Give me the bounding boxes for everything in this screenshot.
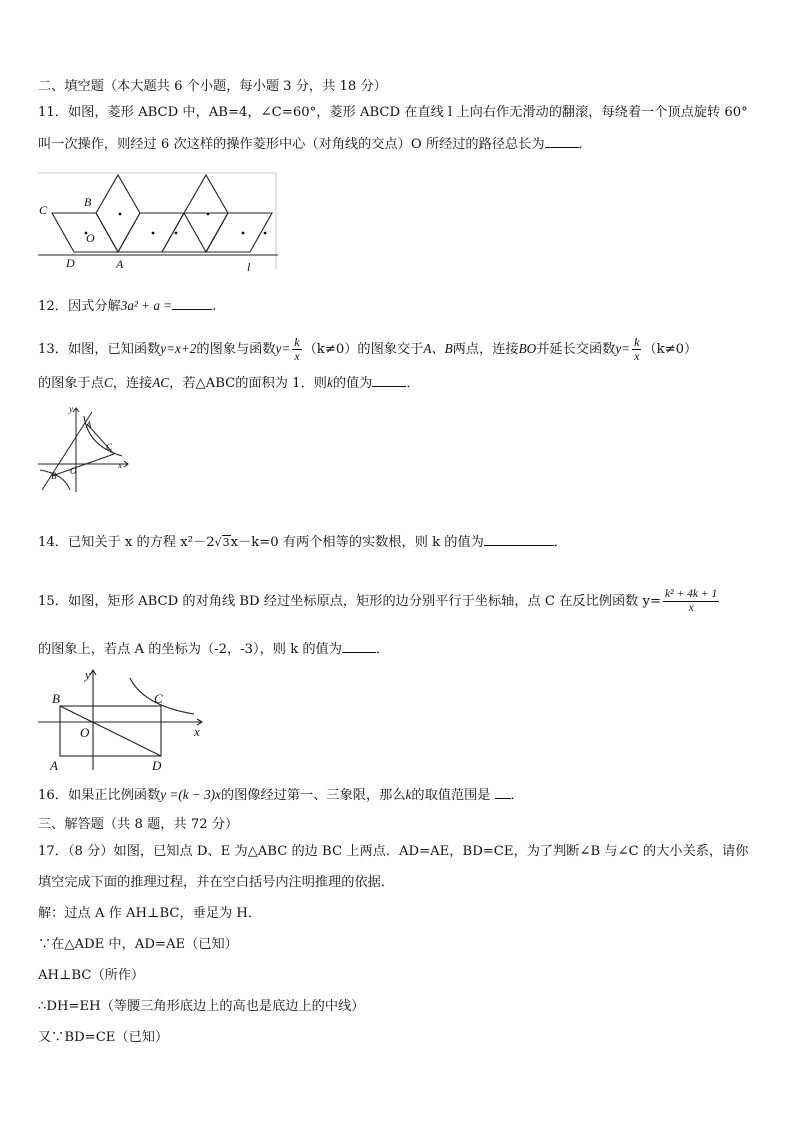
q13-line-y-x-plus-2 [42, 412, 92, 490]
q13-condition-2: （k≠0） [643, 342, 698, 357]
q11-center-dot-2 [119, 213, 122, 216]
q15-frac-num: k² + 4k + 1 [665, 588, 718, 600]
q15-label-D: D [152, 758, 162, 773]
q15-frac-den: x [663, 601, 719, 615]
q13-text-3: 的图象交于 [357, 342, 424, 357]
q14-end: ． [553, 535, 568, 550]
q16-text-3: 的取值范围是 [411, 788, 491, 803]
q15-answer-blank [342, 640, 376, 653]
q13-segment-AC: AC [152, 375, 170, 390]
q13-segment-BO: BO [518, 341, 537, 356]
q15-rectangle-figure [36, 666, 206, 774]
q15-text-1: 15．如图，矩形 ABCD 的对角线 BD 经过坐标原点，矩形的边分别平行于坐标轴，点 C 在反比例函数 y= [38, 594, 662, 609]
q15-label-C: C [154, 691, 163, 706]
q14-answer-blank [484, 533, 554, 546]
q13-fraction-1 [292, 336, 301, 363]
q13-label-C: C [106, 442, 113, 452]
q13-y-label: y= [275, 341, 291, 356]
q11-rhombus-2 [96, 175, 140, 252]
q11-rhombus-3 [118, 213, 184, 252]
q13-label-B: B [51, 471, 57, 481]
q13-line-BC [52, 454, 114, 476]
q17-solution-4: ∴DH=EH（等腰三角形底边上的高也是底边上的中线） [38, 999, 365, 1014]
q15-label-x: x [194, 724, 200, 739]
q13-point-C: C [103, 375, 113, 390]
q12-answer-blank [172, 297, 212, 310]
q13-text-9: 的面积为 1．则 [235, 376, 327, 391]
q17-line2: 填空完成下面的推理过程，并在空白括号内注明推理的依据． [38, 875, 395, 890]
q17-solution-5: 又∵BD=CE（已知） [38, 1030, 169, 1045]
q11-center-dot-4 [175, 232, 178, 235]
q12-expression: 3a² + a = [120, 298, 173, 313]
q16-k-var: k [405, 787, 412, 802]
q11-label-O: O [86, 231, 95, 245]
q13-label-O: O [70, 466, 77, 476]
q11-label-B: B [84, 195, 92, 209]
q11-label-A: A [116, 257, 124, 271]
q14-sqrt: √3 [214, 536, 230, 549]
q13-line1 [38, 336, 697, 363]
q11-center-dot-6 [242, 232, 245, 235]
q15-label-A: A [50, 758, 58, 773]
q13-line2 [38, 374, 420, 393]
q13-frac2-den: x [634, 349, 640, 363]
q13-function-1: y=x+2 [160, 341, 197, 356]
q16-text-1: 16．如果正比例函数 [38, 788, 161, 803]
q14-text-1: 14．已知关于 x 的方程 x²－2 [38, 535, 215, 550]
section-3-heading: 三、解答题（共 8 题，共 72 分） [38, 817, 239, 832]
q17-solution-1: 解：过点 A 作 AH⊥BC，垂足为 H． [38, 906, 262, 921]
q14-radicand: 3 [222, 536, 230, 549]
q11-line1: 11．如图，菱形 ABCD 中，AB=4，∠C=60°，菱形 ABCD 在直线 l 上向右作无滑动的翻滚，每绕着一个顶点旋转 60° [38, 105, 748, 120]
q13-text-1: 13．如图，已知函数 [38, 342, 161, 357]
q13-points-AB: A、B [423, 341, 453, 356]
q15-text-2: 的图象上，若点 A 的坐标为（-2，-3），则 k 的值为 [38, 642, 342, 657]
q13-text-5: 并延长交函数 [536, 342, 616, 357]
q11-line2-text: 叫一次操作，则经过 6 次这样的操作菱形中心（对角线的交点）O 所经过的路径总长为 [38, 137, 545, 152]
q13-graph-figure [36, 402, 136, 494]
q11-label-l: l [247, 260, 251, 272]
q15-fraction [663, 588, 719, 615]
q14-line [38, 533, 567, 552]
q11-rhombus-6 [206, 213, 272, 252]
q11-answer-blank [545, 135, 579, 148]
q15-diagonal-BD [60, 706, 161, 756]
q11-line2 [38, 135, 592, 154]
q17-solution-2: ∵在△ADE 中，AD=AE（已知） [38, 937, 238, 952]
q15-label-O: O [80, 725, 90, 740]
q13-fraction-2 [632, 336, 641, 363]
q13-condition-1: （k≠0） [303, 342, 358, 357]
q16-line [38, 786, 524, 805]
q17-line1: 17．（8 分）如图，已知点 D、E 为△ABC 的边 BC 上两点．AD=AE，BD=CE，为了判断∠B 与∠C 的大小关系，请你 [38, 844, 749, 859]
q15-line1 [38, 588, 721, 615]
q13-text-2: 的图象与函数 [196, 342, 276, 357]
q12-end: . [212, 299, 217, 314]
q13-answer-blank [372, 374, 406, 387]
q15-end: ． [375, 642, 390, 657]
q11-center-dot-3 [152, 232, 155, 235]
q11-center-dot-7 [264, 232, 267, 235]
q13-k-var: k [326, 375, 333, 390]
q13-label-y: y [69, 404, 73, 414]
q13-text-10: 的值为 [332, 376, 373, 391]
q12-prefix: 12．因式分解 [38, 299, 121, 314]
q16-end: ． [510, 788, 524, 803]
q17-solution-3: AH⊥BC（所作） [38, 968, 145, 983]
q11-center-dot-5 [207, 213, 210, 216]
q15-label-y: y [85, 667, 91, 682]
q13-frac1-num: k [294, 335, 300, 349]
q11-rhombus-figure [36, 170, 280, 272]
q14-text-2: x－k=0 有两个相等的实数根，则 k 的值为 [230, 535, 484, 550]
q11-label-D: D [66, 256, 75, 270]
q15-line2 [38, 640, 389, 659]
q13-frac1-den: x [294, 349, 300, 363]
q11-label-C: C [39, 203, 48, 217]
q13-text-8: ，若△ABC [169, 376, 236, 391]
q13-text-7: ，连接 [112, 376, 153, 391]
q16-text-2: 的图像经过第一、三象限，那么 [220, 788, 406, 803]
q11-end: ． [578, 137, 592, 152]
q16-answer-blank [495, 786, 511, 799]
q13-label-A: A [86, 420, 92, 430]
q13-text-4: 两点，连接 [452, 342, 519, 357]
q12-line [38, 297, 216, 316]
q16-function: y =(k − 3)x [160, 787, 221, 802]
q13-frac2-num: k [634, 335, 640, 349]
q13-end: ． [406, 376, 420, 391]
q15-label-B: B [52, 691, 60, 706]
q13-label-x: x [118, 460, 122, 470]
section-2-heading: 二、填空题（本大题共 6 个小题，每小题 3 分，共 18 分） [38, 79, 387, 94]
q13-text-6: 的图象于点 [38, 376, 104, 391]
q13-y-label-2: y= [615, 341, 631, 356]
